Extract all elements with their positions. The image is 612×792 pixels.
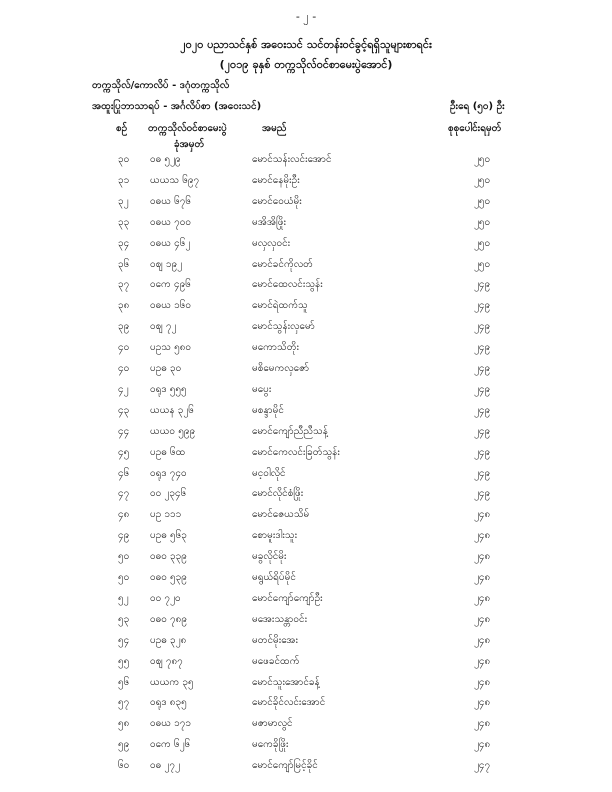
total-score: ၂၄၉	[474, 446, 491, 458]
student-name: စောမူးဒါးသူး	[252, 530, 298, 542]
total-score: ၂၄၈	[474, 634, 491, 646]
student-name: မောင်လိုင်စံဖြိုး	[252, 488, 304, 500]
total-score: ၂၅၀	[474, 258, 491, 270]
table-row	[0, 633, 612, 653]
page-number: - ၂ -	[295, 10, 317, 23]
registration-number: ဝရုဒ ၈၃၅	[150, 697, 187, 709]
category-label: အထူးပြုဘာသာရပ် - အင်္ဂလိပ်စာ (အဝေးသင်)	[92, 101, 262, 112]
total-score: ၂၄၉	[474, 321, 491, 333]
row-number: ၅၅	[118, 655, 130, 667]
registration-number: ပဥသ ၅၈၀	[150, 342, 192, 354]
total-score: ၂၄၇	[474, 760, 491, 772]
registration-number: ဝဈ ၇၂	[150, 321, 177, 333]
table-row	[0, 507, 612, 527]
row-number: ၃၂	[118, 195, 129, 207]
total-score: ၂၄၈	[474, 592, 491, 604]
registration-number: ဝဓ၀ ၇၈၉	[150, 613, 188, 625]
table-row	[0, 758, 612, 778]
total-score: ၂၄၉	[474, 467, 491, 479]
table-row	[0, 257, 612, 277]
row-number: ၃၈	[118, 300, 130, 312]
row-number: ၅၀	[118, 551, 130, 563]
registration-number: ဝဓယ ၄၆၂	[150, 237, 191, 249]
student-name: မောင်သွန်းလှမော်	[252, 321, 315, 333]
total-score: ၂၄၈	[474, 739, 491, 751]
registration-number: ဝဓယ ၁၆၀	[150, 300, 192, 312]
row-number: ၃၆	[118, 258, 130, 270]
table-row	[0, 737, 612, 757]
row-number: ၄၀	[118, 342, 130, 354]
registration-number: ဝဓ၀ ၅၃၉	[150, 572, 187, 583]
row-number: ၃၉	[118, 321, 130, 333]
total-score: ၂၄၉	[474, 363, 491, 374]
row-number: ၅၉	[118, 739, 130, 751]
registration-number: ဝဈ ၇၈၇	[150, 655, 183, 667]
table-row	[0, 340, 612, 360]
registration-number: ဝကေ ၄၉၆	[150, 279, 191, 291]
total-count: ဦးရေ (၅၀) ဦး	[450, 101, 505, 112]
registration-number: ယယဝ ၅၉၉	[150, 425, 196, 437]
column-header-score: စုစုပေါင်းရမှတ်	[448, 123, 502, 134]
student-name: မကေခိုဖြိုး	[252, 739, 289, 751]
row-number: ၅၇	[118, 697, 130, 709]
total-score: ၂၅၀	[474, 195, 491, 207]
student-name: မဇာမာလွင်	[252, 718, 293, 730]
row-number: ၅၈	[118, 718, 130, 730]
registration-number: ပဥဓ ၃၀	[150, 363, 182, 374]
row-number: ၄၆	[118, 467, 130, 479]
student-name: မောင်ကျော်မြင့်ခိုင်	[252, 760, 318, 772]
table-row	[0, 173, 612, 193]
row-number: ၅၄	[118, 634, 130, 646]
table-row	[0, 319, 612, 339]
registration-number: ဝဓ ၂၇၂	[150, 760, 180, 772]
document-title: ၂၀၂၀ ပညာသင်နှစ် အဝေးသင် သင်တန်းဝင်ခွင့်ရရှိသူများစာရင်း	[180, 38, 432, 51]
row-number: ၄၈	[118, 509, 130, 521]
row-number: ၄၂	[118, 383, 129, 395]
row-number: ၄၄	[118, 425, 130, 437]
total-score: ၂၄၉	[474, 300, 491, 312]
registration-number: ပဥ ၁၁၁	[150, 509, 182, 521]
table-row	[0, 445, 612, 465]
student-name: မအေးသန္တာဝင်း	[252, 613, 308, 625]
table-row	[0, 277, 612, 297]
column-header-name: အမည်	[262, 123, 287, 134]
total-score: ၂၄၉	[474, 279, 491, 291]
student-name: မောင်ရဲထက်သူ	[252, 300, 308, 312]
row-number: ၃၁	[118, 174, 130, 186]
registration-number: ဝဈ ၁၉၂	[150, 258, 182, 270]
student-name: မောင်ဇေယသိမ်	[252, 509, 310, 521]
total-score: ၂၄၈	[474, 718, 491, 730]
registration-number: ပဥဓ ၃၂၈	[150, 634, 187, 646]
total-score: ၂၅၀	[474, 154, 491, 165]
total-score: ၂၄၉	[474, 342, 491, 354]
table-row	[0, 382, 612, 402]
registration-number: ပဥဓ ၅၆၃	[150, 530, 187, 542]
row-number: ၄၃	[118, 404, 130, 416]
student-name: မောင်ဝေယံမိုး	[252, 195, 302, 207]
student-name: မဖေခင်ထက်	[252, 655, 300, 667]
student-name: မောင်ခိုင်လင်းအောင်	[252, 697, 326, 709]
total-score: ၂၄၉	[474, 425, 491, 437]
row-number: ၄၀	[118, 363, 130, 374]
student-name: မအိအိဖြိုး	[252, 216, 287, 228]
registration-number: ဝကေ ၆၂၆	[150, 739, 191, 751]
table-row	[0, 695, 612, 715]
student-name: မစန္ဒာမိုင်	[252, 404, 284, 416]
student-name: မင့ဝါလိုင်	[252, 467, 286, 479]
total-score: ၂၄၈	[474, 613, 491, 625]
table-row	[0, 612, 612, 632]
table-row	[0, 424, 612, 444]
column-header-no: စဉ်	[116, 123, 128, 134]
student-name: မတင်မိုးအေး	[252, 634, 299, 646]
registration-number: ဝဓ၀ ၃၃၉	[150, 551, 187, 563]
table-row	[0, 403, 612, 423]
registration-number: ဝဝ ၇၂၀	[150, 592, 181, 604]
student-name: မလှလှဝင်း	[252, 237, 291, 249]
student-name: မောင်နေမိုးဦး	[252, 174, 300, 186]
document-subtitle: (၂၀၁၉ ခုနှစ် တက္ကသိုလ်ဝင်စာမေးပွဲအောင်)	[219, 58, 393, 71]
student-name: မောင်ခင်ကိုလတ်	[252, 258, 313, 270]
row-number: ၃၀	[118, 154, 130, 165]
registration-number: ဝရုဒ ၅၅၅	[150, 383, 187, 395]
table-row	[0, 675, 612, 695]
registration-number: ဝဝ ၂၃၄၆	[150, 488, 187, 500]
registration-number: ဝဓယ ၇၀၀	[150, 216, 192, 228]
table-row	[0, 716, 612, 736]
row-number: ၃၃	[118, 216, 130, 228]
row-number: ၅၂	[118, 592, 129, 604]
total-score: ၂၅၀	[474, 237, 491, 249]
table-row	[0, 486, 612, 506]
department-label: တက္ကသိုလ်/ကောလိပ် - ဒဂုံတက္ကသိုလ်	[92, 80, 230, 91]
table-row	[0, 236, 612, 256]
registration-number: ယယက ၃၅	[150, 676, 194, 688]
total-score: ၂၄၉	[474, 488, 491, 500]
registration-number: ဝဓယ ၆၇၆	[150, 195, 192, 207]
row-number: ၄၅	[118, 446, 130, 458]
table-row	[0, 591, 612, 611]
row-number: ၄၇	[118, 488, 130, 500]
table-row	[0, 528, 612, 548]
row-number: ၃၄	[118, 237, 130, 249]
student-name: မောင်ကျော်ကျော်ဦး	[252, 592, 323, 604]
registration-number: ယယန ၃၂၆	[150, 404, 194, 416]
registration-number: ဝဓ ၅၂၉	[150, 154, 181, 165]
student-name: မောင်ကျော်ညီညီသန့်	[252, 425, 328, 437]
student-name: မရွယ်ရိပ်မိုင်	[252, 572, 296, 583]
row-number: ၄၉	[118, 530, 130, 542]
total-score: ၂၄၈	[474, 697, 491, 709]
registration-number: ပဥဓ ၆ထ	[150, 446, 186, 458]
table-row	[0, 549, 612, 569]
row-number: ၆၀	[118, 760, 130, 772]
total-score: ၂၄၈	[474, 509, 491, 521]
table-row	[0, 654, 612, 674]
table-row	[0, 215, 612, 235]
row-number: ၅၀	[118, 572, 130, 583]
total-score: ၂၄၈	[474, 572, 491, 583]
student-name: မောင်သန်းလင်းအောင်	[252, 154, 332, 165]
table-row	[0, 298, 612, 318]
student-name: မခွလိုင်မိုး	[252, 551, 287, 563]
total-score: ၂၄၉	[474, 404, 491, 416]
table-row	[0, 466, 612, 486]
total-score: ၂၄၈	[474, 551, 491, 563]
table-row	[0, 194, 612, 214]
student-name: မစိမေကလှဇော်	[252, 363, 310, 374]
registration-number: ယယသ ၆၉၇	[150, 174, 200, 186]
total-score: ၂၄၈	[474, 655, 491, 667]
row-number: ၅၆	[118, 676, 130, 688]
row-number: ၃၇	[118, 279, 130, 291]
total-score: ၂၄၉	[474, 383, 491, 395]
student-name: မောင်ကေလင်းခြတ်သွန်း	[252, 446, 340, 458]
row-number: ၅၃	[118, 613, 130, 625]
table-row	[0, 361, 612, 381]
registration-number: ဝဓယ ၁၇၁	[150, 718, 192, 730]
student-name: မောင်သူးအောင်ခန့်	[252, 676, 320, 688]
total-score: ၂၄၈	[474, 530, 491, 542]
total-score: ၂၄၈	[474, 676, 491, 688]
column-header-registration-sub: ခုံအမှတ်	[174, 139, 205, 150]
column-header-registration: တက္ကသိုလ်ဝင်စာမေးပွဲ	[148, 123, 227, 134]
total-score: ၂၅၀	[474, 174, 491, 186]
student-name: မကောသိတိုး	[252, 342, 299, 354]
table-row	[0, 152, 612, 172]
student-name: မောင်ထေလင်းသွန်း	[252, 279, 323, 291]
total-score: ၂၅၀	[474, 216, 491, 228]
table-row	[0, 570, 612, 590]
registration-number: ဝရုဒ ၇၄၀	[150, 467, 187, 479]
student-name: မပွေး	[252, 383, 272, 395]
